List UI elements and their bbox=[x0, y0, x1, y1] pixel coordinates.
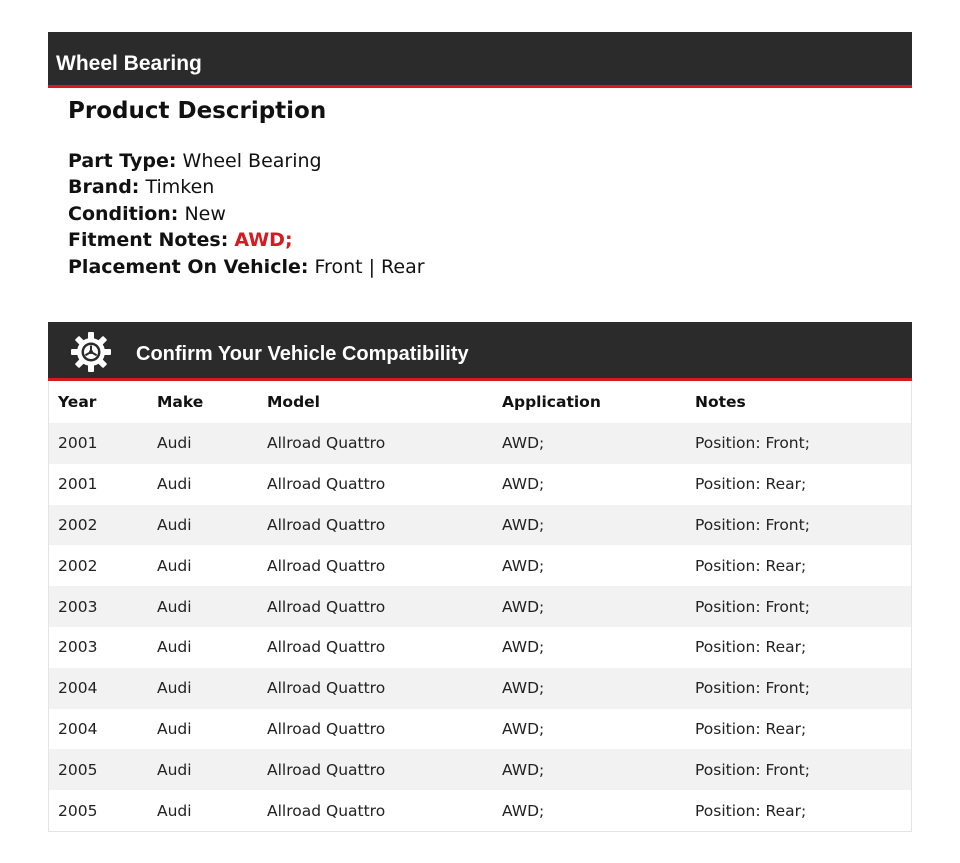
spec-label: Fitment Notes: bbox=[68, 229, 229, 252]
cell-application: AWD; bbox=[502, 638, 545, 657]
cell-year: 2005 bbox=[58, 801, 98, 820]
cell-notes: Position: Rear; bbox=[695, 719, 807, 738]
spec-label: Brand: bbox=[68, 176, 140, 199]
cell-application: AWD; bbox=[502, 434, 545, 453]
cell-model: Allroad Quattro bbox=[267, 719, 386, 738]
cell-year: 2002 bbox=[58, 556, 98, 575]
gear-car-icon bbox=[70, 331, 112, 373]
cell-notes: Position: Rear; bbox=[695, 638, 807, 657]
spec-value: New bbox=[184, 202, 226, 225]
column-header-application: Application bbox=[502, 393, 601, 411]
cell-application: AWD; bbox=[502, 597, 545, 616]
cell-notes: Position: Front; bbox=[695, 597, 810, 616]
cell-year: 2003 bbox=[58, 638, 98, 657]
cell-make: Audi bbox=[157, 434, 192, 453]
cell-notes: Position: Front; bbox=[695, 679, 810, 698]
cell-make: Audi bbox=[157, 515, 192, 534]
product-description bbox=[68, 96, 888, 280]
cell-application: AWD; bbox=[502, 760, 545, 779]
table-row bbox=[49, 545, 911, 586]
cell-application: AWD; bbox=[502, 515, 545, 534]
spec-label: Part Type: bbox=[68, 150, 177, 172]
compatibility-table bbox=[49, 381, 911, 831]
cell-make: Audi bbox=[157, 719, 192, 738]
spec-brand bbox=[68, 174, 888, 200]
spec-value-highlight: AWD; bbox=[234, 229, 293, 252]
cell-model: Allroad Quattro bbox=[267, 475, 386, 494]
cell-year: 2001 bbox=[58, 475, 98, 494]
cell-notes: Position: Front; bbox=[695, 760, 810, 779]
cell-application: AWD; bbox=[502, 801, 545, 820]
cell-notes: Position: Rear; bbox=[695, 475, 807, 494]
spec-label: Placement On Vehicle: bbox=[68, 255, 309, 278]
cell-notes: Position: Front; bbox=[695, 515, 810, 534]
table-row bbox=[49, 505, 911, 546]
spec-value: Wheel Bearing bbox=[182, 150, 322, 172]
cell-year: 2004 bbox=[58, 719, 98, 738]
cell-make: Audi bbox=[157, 801, 192, 820]
cell-application: AWD; bbox=[502, 679, 545, 698]
cell-make: Audi bbox=[157, 760, 192, 779]
compatibility-header bbox=[48, 322, 912, 381]
cell-notes: Position: Rear; bbox=[695, 556, 807, 575]
spec-list bbox=[68, 148, 888, 280]
cell-model: Allroad Quattro bbox=[267, 760, 386, 779]
spec-value: Timken bbox=[145, 176, 215, 199]
page-title: Wheel Bearing bbox=[56, 52, 202, 75]
table-header-row bbox=[49, 381, 911, 423]
table-row bbox=[49, 464, 911, 505]
table-row bbox=[49, 709, 911, 750]
product-description-heading: Product Description bbox=[68, 98, 327, 124]
column-header-year: Year bbox=[58, 393, 97, 411]
spec-condition bbox=[68, 201, 888, 227]
cell-model: Allroad Quattro bbox=[267, 515, 386, 534]
table-row bbox=[49, 790, 911, 831]
compatibility-title: Confirm Your Vehicle Compatibility bbox=[136, 343, 469, 365]
cell-make: Audi bbox=[157, 597, 192, 616]
cell-model: Allroad Quattro bbox=[267, 556, 386, 575]
compatibility-table-container bbox=[48, 381, 912, 832]
spec-value: Front | Rear bbox=[314, 255, 425, 278]
column-header-model: Model bbox=[267, 393, 320, 411]
spec-placement bbox=[68, 254, 888, 280]
column-header-make: Make bbox=[157, 393, 204, 411]
cell-make: Audi bbox=[157, 475, 192, 494]
spec-label: Condition: bbox=[68, 202, 179, 225]
cell-year: 2002 bbox=[58, 515, 98, 534]
cell-year: 2001 bbox=[58, 434, 98, 453]
cell-make: Audi bbox=[157, 638, 192, 657]
cell-year: 2003 bbox=[58, 597, 98, 616]
cell-application: AWD; bbox=[502, 719, 545, 738]
cell-application: AWD; bbox=[502, 475, 545, 494]
cell-model: Allroad Quattro bbox=[267, 679, 386, 698]
cell-model: Allroad Quattro bbox=[267, 434, 386, 453]
cell-year: 2004 bbox=[58, 679, 98, 698]
cell-notes: Position: Rear; bbox=[695, 801, 807, 820]
cell-model: Allroad Quattro bbox=[267, 597, 386, 616]
table-row bbox=[49, 423, 911, 464]
cell-make: Audi bbox=[157, 679, 192, 698]
cell-model: Allroad Quattro bbox=[267, 638, 386, 657]
cell-model: Allroad Quattro bbox=[267, 801, 386, 820]
cell-year: 2005 bbox=[58, 760, 98, 779]
table-row bbox=[49, 668, 911, 709]
table-row bbox=[49, 586, 911, 627]
column-header-notes: Notes bbox=[695, 393, 746, 411]
spec-part-type bbox=[68, 148, 888, 174]
cell-notes: Position: Front; bbox=[695, 434, 810, 453]
spec-fitment-notes bbox=[68, 227, 888, 253]
table-row bbox=[49, 749, 911, 790]
cell-make: Audi bbox=[157, 556, 192, 575]
title-bar bbox=[48, 32, 912, 88]
cell-application: AWD; bbox=[502, 556, 545, 575]
table-row bbox=[49, 627, 911, 668]
